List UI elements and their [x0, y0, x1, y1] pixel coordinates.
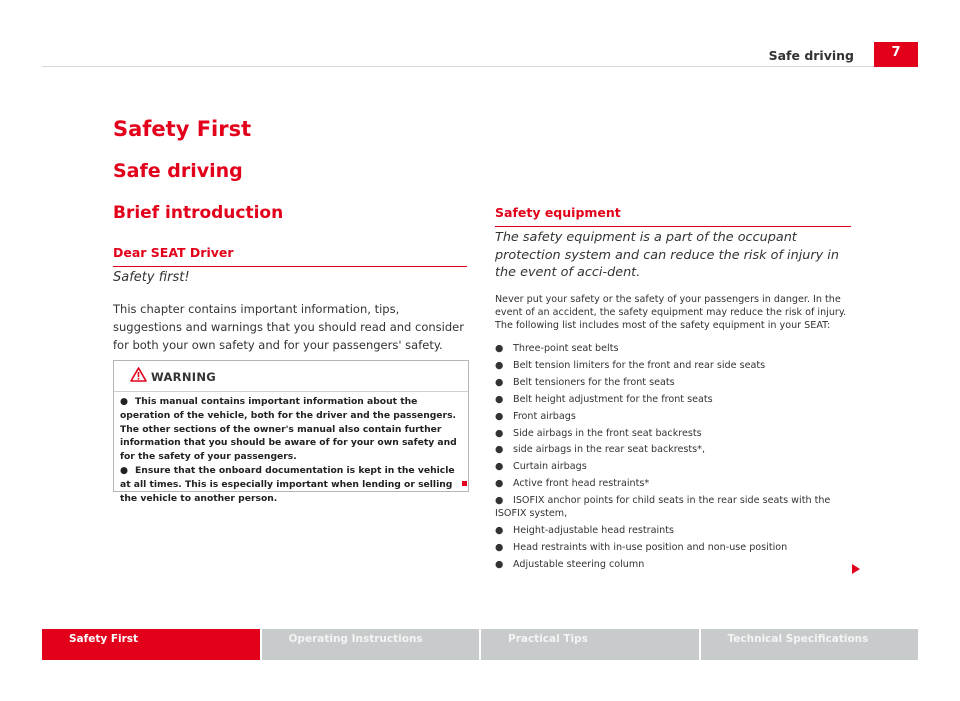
intro-body: This chapter contains important information, tips, suggestions and warnings that you should read and consider for both your own safety and for your passengers' safety.	[113, 302, 464, 352]
bullet-icon: ●	[495, 461, 504, 473]
list-item: ● Belt height adjustment for the front seats	[495, 393, 713, 405]
bullet-icon: ●	[495, 558, 504, 570]
list-item: ● Front airbags	[495, 410, 576, 422]
list-item: ● ISOFIX anchor points for child seats in the rear side seats with the ISOFIX system,	[495, 495, 831, 520]
footer-nav	[42, 629, 918, 660]
list-item: ● Curtain airbags	[495, 461, 587, 473]
section-title: Safe driving	[113, 160, 243, 182]
tab-practical-tips[interactable]: Practical Tips	[479, 629, 699, 660]
bullet-icon: ●	[120, 464, 129, 476]
bullet-icon: ●	[495, 343, 504, 354]
list-item: ● Adjustable steering column	[495, 558, 645, 570]
list-item: ● Height-adjustable head restraints	[495, 524, 674, 536]
tab-operating-instructions[interactable]: Operating Instructions	[260, 629, 480, 660]
header-rule	[42, 66, 918, 67]
list-item: ● Active front head restraints*	[495, 478, 650, 490]
left-section-heading: Dear SEAT Driver	[113, 245, 467, 267]
list-item: ● Head restraints with in-use position and non-use position	[495, 541, 788, 553]
warning-triangle-icon	[130, 367, 147, 382]
bullet-icon: ●	[495, 427, 504, 439]
header-section-title: Safe driving	[768, 48, 854, 63]
bullet-icon: ●	[495, 410, 504, 422]
subsection-title: Brief introduction	[113, 203, 284, 223]
end-of-section-marker	[462, 481, 467, 486]
list-item: ● Three-point seat belts	[495, 343, 619, 354]
bullet-icon: ●	[120, 396, 129, 407]
bullet-icon: ●	[495, 478, 504, 490]
equipment-body: Never put your safety or the safety of your passengers in danger. In the event of an accident, the safety equipment may reduce the risk of injury. The following list includes most of the safety equipment in your SEAT:	[495, 294, 847, 331]
warning-header	[114, 361, 468, 392]
bullet-icon: ●	[495, 444, 504, 456]
warning-title: WARNING	[151, 370, 216, 384]
bullet-icon: ●	[495, 495, 504, 507]
warning-box	[113, 360, 469, 504]
bullet-icon: ●	[495, 359, 504, 371]
page-number: 7	[874, 42, 918, 67]
equipment-list	[495, 343, 855, 576]
list-item: ● side airbags in the rear seat backrests*,	[495, 444, 706, 456]
warning-item-text: This manual contains important information about the operation of the vehicle, both for the driver and the passengers. The other sections of the owner's manual also contain further information that you should be aware of for your own safety and for the safety of your passengers.	[120, 396, 457, 463]
bullet-icon: ●	[495, 393, 504, 405]
intro-text: Safety first!	[113, 270, 190, 285]
list-item: ● Side airbags in the front seat backrests	[495, 427, 702, 439]
right-section-heading: Safety equipment	[495, 205, 851, 227]
list-item: ● Belt tension limiters for the front and rear side seats	[495, 359, 766, 371]
tab-technical-specifications[interactable]: Technical Specifications	[699, 629, 919, 660]
bullet-icon: ●	[495, 541, 504, 553]
lead-text: The safety equipment is a part of the occupant protection system and can reduce the risk of injury in the event of acci-dent.	[495, 230, 839, 280]
warning-item-text: Ensure that the onboard documentation is kept in the vehicle at all times. This is especially important when lending or selling the vehicle to another person.	[120, 464, 455, 504]
list-item: ● Belt tensioners for the front seats	[495, 376, 675, 388]
warning-item	[120, 395, 462, 464]
warning-body	[114, 392, 468, 505]
chapter-title: Safety First	[113, 117, 252, 141]
tab-safety-first[interactable]: Safety First	[42, 629, 260, 660]
continue-arrow-icon	[852, 564, 860, 574]
bullet-icon: ●	[495, 376, 504, 388]
bullet-icon: ●	[495, 524, 504, 536]
warning-item	[120, 464, 462, 505]
